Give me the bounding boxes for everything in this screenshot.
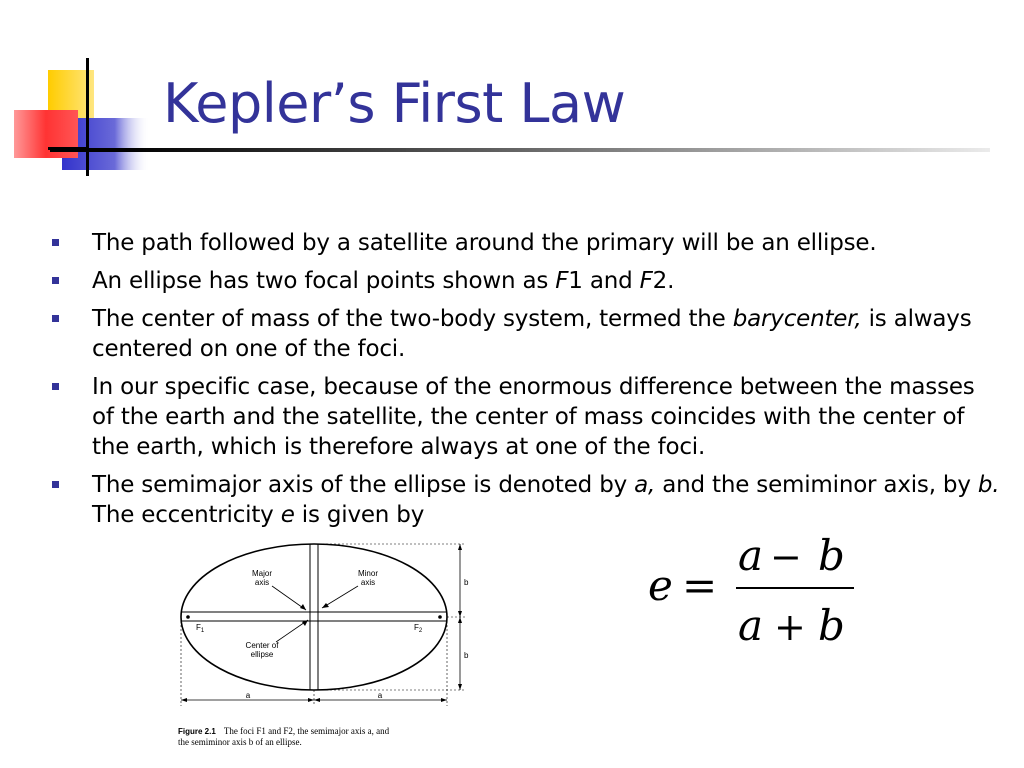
bullet-italic-text: e bbox=[280, 502, 295, 528]
formula-num-minus: − bbox=[770, 535, 802, 579]
formula-den-b: b bbox=[818, 601, 845, 650]
bullet-square-icon bbox=[52, 383, 59, 390]
formula-num-b: b bbox=[818, 531, 845, 580]
major-axis-label: Major bbox=[251, 569, 273, 578]
bullet-text: The path followed by a satellite around the primary will be an ellipse. bbox=[92, 230, 877, 256]
focus-1-dot bbox=[186, 615, 190, 619]
bullet-item bbox=[52, 304, 1002, 364]
slide-logo-decoration bbox=[0, 0, 160, 190]
slide-title: Kepler’s First Law bbox=[163, 72, 626, 135]
bullet-text: The eccentricity bbox=[92, 502, 281, 528]
formula-lhs: e bbox=[648, 561, 673, 610]
bullet-text: The semimajor axis of the ellipse is denoted by bbox=[92, 472, 635, 498]
bullet-text: and the semiminor axis, by bbox=[655, 472, 978, 498]
bullet-text: is always centered on one of the foci. bbox=[92, 306, 972, 362]
focus-1-label: $F_1$ bbox=[196, 623, 205, 634]
logo-vertical-line bbox=[86, 58, 89, 176]
svg-text:axis: axis bbox=[254, 578, 270, 587]
title-underline bbox=[50, 148, 990, 152]
bullet-text: 2. bbox=[652, 268, 675, 294]
bullet-italic-text: F bbox=[555, 268, 569, 294]
center-label: Center of bbox=[245, 641, 279, 650]
figure-caption: Figure 2.1 The foci F1 and F2, the semimajor axis a, and bbox=[178, 726, 390, 736]
b-label-bottom: b bbox=[464, 651, 469, 660]
bullet-square-icon bbox=[52, 481, 59, 488]
formula-den-a: a bbox=[738, 601, 764, 650]
bullet-square-icon bbox=[52, 277, 59, 284]
focus-2-label: $F_2$ bbox=[414, 623, 423, 634]
a-label-right: a bbox=[377, 691, 383, 700]
bullet-text: In our specific case, because of the enormous difference between the masses of the earth and the satellite, the center of mass coincides with the center of the earth, which is therefore always at one of the foci. bbox=[92, 374, 975, 460]
bullet-italic-text: F bbox=[639, 268, 653, 294]
formula-num-a: a bbox=[738, 531, 764, 580]
ellipse-diagram bbox=[176, 540, 472, 752]
bullet-italic-text: barycenter, bbox=[732, 306, 862, 332]
bullet-text: 1 and bbox=[568, 268, 640, 294]
bullet-square-icon bbox=[52, 239, 59, 246]
eccentricity-formula bbox=[642, 528, 872, 652]
formula-den-plus: + bbox=[774, 605, 806, 649]
bullet-italic-text: a, bbox=[634, 472, 656, 498]
bullet-italic-text: b. bbox=[977, 472, 1000, 498]
bullet-item bbox=[52, 266, 1002, 296]
bullet-item bbox=[52, 470, 1002, 530]
b-label-top: b bbox=[464, 578, 469, 587]
minor-axis-label: Minor bbox=[357, 569, 379, 578]
a-label-left: a bbox=[245, 691, 251, 700]
bullet-item bbox=[52, 372, 1002, 462]
bullet-item bbox=[52, 228, 1002, 258]
bullet-text: The center of mass of the two-body system, termed the bbox=[92, 306, 733, 332]
ellipse-outline bbox=[181, 544, 447, 690]
svg-text:axis: axis bbox=[360, 578, 376, 587]
bullet-list bbox=[52, 228, 1002, 538]
formula-equals: = bbox=[682, 561, 718, 610]
bullet-square-icon bbox=[52, 315, 59, 322]
svg-text:ellipse: ellipse bbox=[250, 650, 274, 659]
focus-2-dot bbox=[438, 615, 442, 619]
svg-text:the semiminor axis b of an ell: the semiminor axis b of an ellipse. bbox=[178, 737, 302, 747]
bullet-text: An ellipse has two focal points shown as bbox=[92, 268, 556, 294]
bullet-text: is given by bbox=[294, 502, 425, 528]
